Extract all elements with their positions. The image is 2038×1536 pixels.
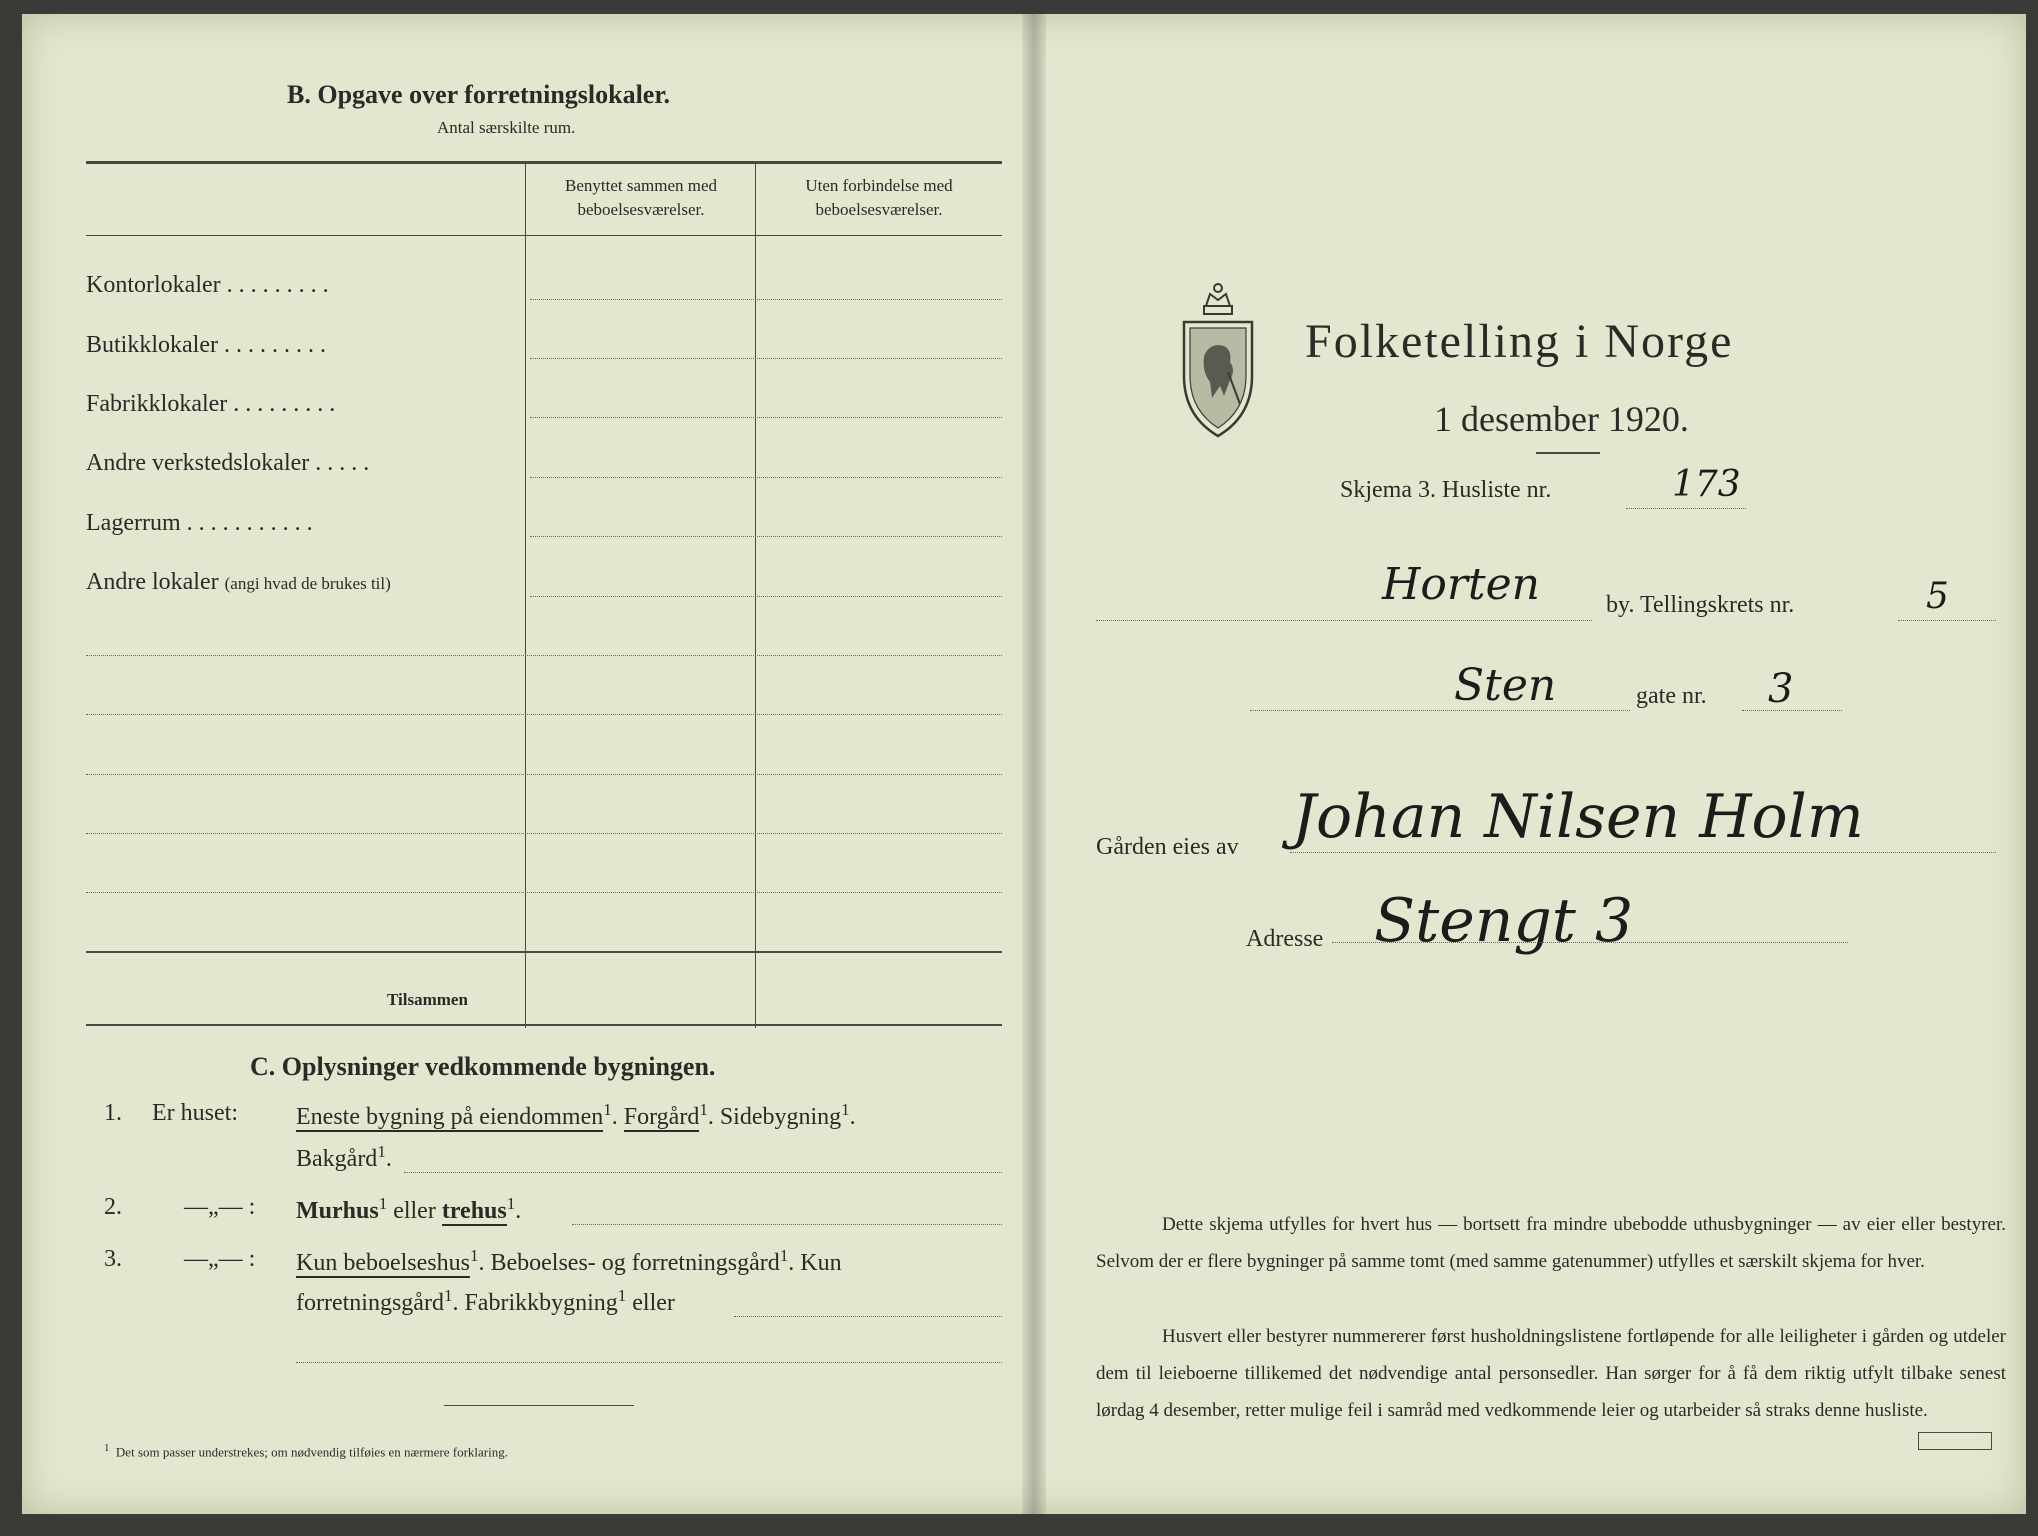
census-title: Folketelling i Norge — [1305, 315, 1734, 368]
q2-ditto: —„— : — [184, 1194, 256, 1220]
q1-opt-sidebygning: Sidebygning — [719, 1104, 842, 1130]
census-form-sheet — [22, 14, 2026, 1514]
row-label-butikk: Butikklokaler . . . . . . . . . — [86, 332, 326, 358]
q3-options-cont: forretningsgård$^1$. Fabrikkbygning$^1$ eller — [296, 1286, 675, 1316]
row-label-fabrikk: Fabrikklokaler . . . . . . . . . — [86, 391, 336, 417]
city-fill-line — [1096, 620, 1592, 621]
instructions-paragraph-2: Husvert eller bestyrer nummererer først husholdningslistene fortløpende for alle leiligheter i gården og utdeler dem til leieboerne tillikemed det nødvendige antal personsedler. Han sørger for å få dem riktig utfylt tilbake senest lørdag 4 desember, retter mulige feil i samråd med vedkommende leier og utarbeider så straks denne husliste. — [1096, 1326, 2006, 1421]
by-tellingskrets-label: by. Tellingskrets nr. — [1606, 592, 1795, 618]
printer-stamp — [1918, 1432, 1992, 1450]
q3-options: Kun beboelseshus$^1$. Beboelses- og forretningsgård$^1$. Kun — [296, 1246, 842, 1276]
census-date: 1 desember 1920. — [1434, 399, 1689, 439]
gate-number: 3 — [1768, 666, 1794, 712]
owner-value: Johan Nilsen Holm — [1292, 782, 1864, 852]
gate-fill-line — [1742, 710, 1842, 711]
q2-options: Murhus$^1$ eller trehus$^1$. — [296, 1194, 522, 1224]
q2-opt-murhus: Murhus — [296, 1198, 379, 1224]
title-rule — [1536, 452, 1600, 454]
row-label-verksted: Andre verkstedslokaler . . . . . — [86, 450, 370, 476]
krets-fill-line — [1898, 620, 1996, 621]
total-label: Tilsammen — [387, 990, 468, 1009]
row-line-11 — [86, 892, 1002, 893]
city-value: Horten — [1382, 559, 1540, 610]
q3-ditto: —„— : — [184, 1246, 256, 1272]
section-b-title: B. Opgave over forretningslokaler. — [287, 80, 671, 109]
row-label-andre: Andre lokaler (angi hvad de brukes til) — [86, 569, 391, 595]
address-value: Stengt 3 — [1374, 886, 1634, 956]
owner-label: Gården eies av — [1096, 834, 1239, 860]
row-line-1 — [530, 299, 1002, 300]
husliste-fill-line — [1626, 508, 1746, 509]
row-line-2 — [530, 358, 1002, 359]
col1-header-line1: Benyttet sammen med — [564, 176, 718, 195]
street-fill-line — [1250, 710, 1630, 711]
col2-header-line2: beboelsesværelser. — [815, 200, 943, 219]
instructions-paragraph-1: Dette skjema utfylles for hvert hus — bortsett fra mindre ubebodde uthusbygninger — av eier eller bestyrer. Selvom der er flere bygninger på samme tomt (med samme gatenummer) utfylles et særskilt skjema for hver. — [1096, 1214, 2006, 1272]
total-top-rule — [86, 951, 1002, 953]
section-c-title: C. Oplysninger vedkommende bygningen. — [250, 1052, 716, 1081]
row-line-3 — [530, 417, 1002, 418]
tellingskrets-number: 5 — [1926, 576, 1949, 617]
q2-fill-line — [572, 1224, 1002, 1225]
row-note: (angi hvad de brukes til) — [224, 574, 391, 593]
row-label-kontor: Kontorlokaler . . . . . . . . . — [86, 272, 329, 298]
row-line-9 — [86, 774, 1002, 775]
row-line-8 — [86, 714, 1002, 715]
q3-number: 3. — [104, 1246, 122, 1272]
q1-opt-eneste: Eneste bygning på eiendommen — [296, 1104, 604, 1130]
q1-number: 1. — [104, 1100, 122, 1126]
page-fold — [1022, 14, 1046, 1514]
row-line-6 — [530, 596, 1002, 597]
header-bottom-rule — [86, 235, 1002, 236]
q3-opt-kun-beboelse: Kun beboelseshus — [296, 1250, 470, 1276]
street-value: Sten — [1454, 660, 1557, 711]
q2-number: 2. — [104, 1194, 122, 1220]
row-line-7 — [86, 655, 1002, 656]
q1-fill-line — [404, 1172, 1002, 1173]
section-b-subtitle: Antal særskilte rum. — [437, 118, 576, 137]
owner-fill-line — [1290, 852, 1996, 853]
row-line-10 — [86, 833, 1002, 834]
table-col-divider-1 — [525, 163, 526, 1028]
total-bottom-rule — [86, 1024, 1002, 1026]
row-label-lager: Lagerrum . . . . . . . . . . . — [86, 510, 313, 536]
q1-opt-forgard: Forgård — [623, 1104, 700, 1130]
q1-label: Er huset: — [152, 1100, 238, 1126]
table-top-rule — [86, 161, 1002, 164]
address-fill-line — [1332, 942, 1848, 943]
footnote-rule — [444, 1405, 634, 1406]
skjema-label: Skjema 3. Husliste nr. — [1340, 477, 1552, 503]
husliste-number: 173 — [1672, 464, 1741, 505]
col2-header-line1: Uten forbindelse med — [805, 176, 953, 195]
footnote: $^1$ Det som passer understrekes; om nødvendig tilføies en nærmere forklaring. — [104, 1442, 508, 1460]
row-line-5 — [530, 536, 1002, 537]
gate-label: gate nr. — [1636, 683, 1707, 709]
q2-opt-trehus: trehus — [441, 1198, 507, 1224]
col1-header-line2: beboelsesværelser. — [577, 200, 705, 219]
address-label: Adresse — [1246, 926, 1324, 952]
q3-extra-line — [296, 1362, 1002, 1363]
q1-opt-bakgard: Bakgård$^1$. — [296, 1142, 392, 1172]
norway-coat-of-arms-icon — [1180, 276, 1256, 442]
q3-fill-line — [734, 1316, 1002, 1317]
row-line-4 — [530, 477, 1002, 478]
q1-options: Eneste bygning på eiendommen$^1$. Forgård$^1$. Sidebygning$^1$. — [296, 1100, 856, 1130]
